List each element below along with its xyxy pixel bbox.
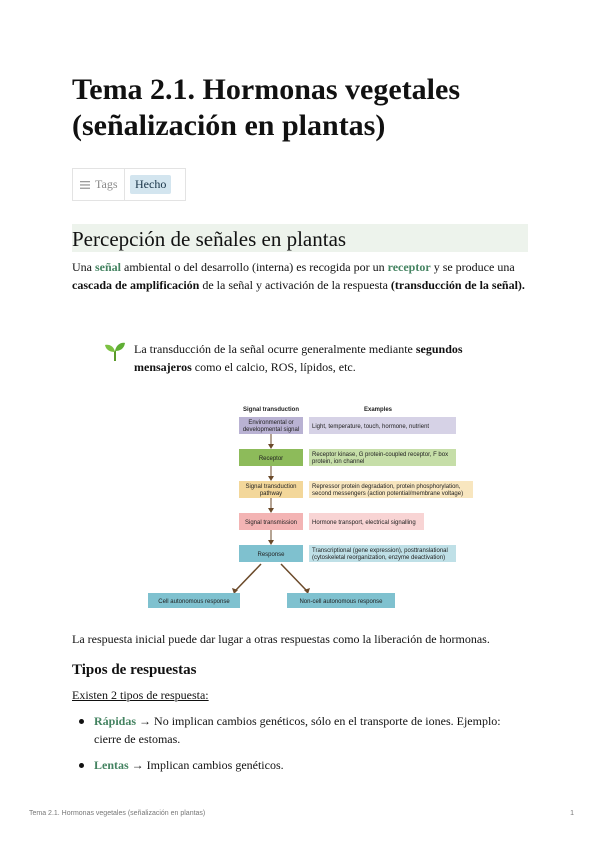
callout-text-1: La transducción de la señal ocurre generalmente mediante: [134, 342, 416, 356]
highlight-receptor: receptor: [387, 260, 431, 274]
bullet-dot: [79, 719, 84, 724]
tags-label: Tags: [95, 177, 118, 191]
callout-text: [134, 340, 474, 376]
step-label-receptor: Receptor: [258, 456, 284, 462]
title-line-1: Tema 2.1. Hormonas vegetales: [72, 73, 461, 106]
example-transmission-1: Hormone transport, electrical signalling: [312, 520, 416, 526]
list-item: [78, 756, 528, 774]
tags-property: [72, 168, 186, 201]
page-footer: [29, 810, 574, 817]
intro-paragraph: [72, 258, 532, 294]
step-label-signal-1: Environmental or: [248, 420, 294, 426]
signal-transduction-figure: [146, 402, 478, 612]
step-label-response: Response: [257, 552, 285, 558]
tag-pill[interactable]: Hecho: [130, 175, 171, 194]
example-response-2: (cytoskeletal reorganization, enzyme deactivation): [312, 555, 446, 561]
example-receptor-2: protein, ion channel: [312, 459, 365, 465]
callout: [104, 340, 474, 376]
example-response-1: Transcriptional (gene expression), posttranslational: [312, 548, 448, 554]
intro-text-4: de la señal y activación de la respuesta: [199, 278, 391, 292]
step-label-pathway-2: pathway: [259, 491, 283, 497]
page-number: 1: [570, 810, 574, 817]
outcome-left-label: Cell autonomous response: [158, 599, 230, 605]
intro-text-1: Una: [72, 260, 95, 274]
callout-bold: segundos mensajeros: [134, 342, 463, 374]
highlight-senal: señal: [95, 260, 122, 274]
tags-value-cell: [125, 169, 185, 200]
page-title: [72, 72, 532, 144]
example-receptor-1: Receptor kinase, G protein-coupled receptor, F box: [312, 452, 449, 458]
step-label-transmission: Signal transmission: [244, 520, 298, 526]
text-lentas: → Implican cambios genéticos.: [128, 758, 284, 772]
outcome-right-label: Non-cell autonomous response: [299, 599, 383, 605]
bold-transduccion: (transducción de la señal).: [390, 278, 525, 292]
list-icon: [80, 181, 90, 189]
after-figure-paragraph: La respuesta inicial puede dar lugar a otras respuestas como la liberación de hormonas.: [72, 632, 490, 646]
list-item: [78, 712, 528, 748]
intro-text-2: ambiental o del desarrollo (interna) es recogida por un: [121, 260, 388, 274]
footer-title: Tema 2.1. Hormonas vegetales (señalización en plantas): [29, 810, 206, 817]
bold-cascada: cascada de amplificación: [72, 278, 200, 292]
term-rapidas: Rápidas: [94, 714, 137, 728]
sub-heading: Tipos de respuestas: [72, 662, 197, 678]
title-line-2: (señalización en plantas): [72, 109, 386, 142]
tags-label-cell: [73, 169, 125, 200]
example-pathway-1: Repressor protein degradation, protein phosphorylation,: [312, 484, 461, 490]
bullet-dot: [79, 763, 84, 768]
section-heading: Percepción de señales en plantas: [72, 224, 528, 252]
seedling-icon: [104, 340, 126, 362]
example-signal-1: Light, temperature, touch, hormone, nutrient: [312, 424, 430, 430]
example-pathway-2: second messengers (action potential/membrane voltage): [312, 491, 464, 497]
figure-col1-header: Signal transduction: [242, 407, 300, 413]
intro-text-3: y se produce una: [430, 260, 515, 274]
figure-col2-header: Examples: [363, 407, 393, 413]
step-label-pathway-1: Signal transduction: [245, 484, 297, 490]
callout-text-2: como el calcio, ROS, lípidos, etc.: [191, 360, 356, 374]
term-lentas: Lentas: [94, 758, 129, 772]
response-types-list: [78, 712, 528, 782]
text-rapidas: → No implican cambios genéticos, sólo en el transporte de iones. Ejemplo: cierre de estomas.: [94, 714, 501, 746]
step-label-signal-2: developmental signal: [242, 427, 300, 433]
types-intro: Existen 2 tipos de respuesta:: [72, 688, 209, 702]
